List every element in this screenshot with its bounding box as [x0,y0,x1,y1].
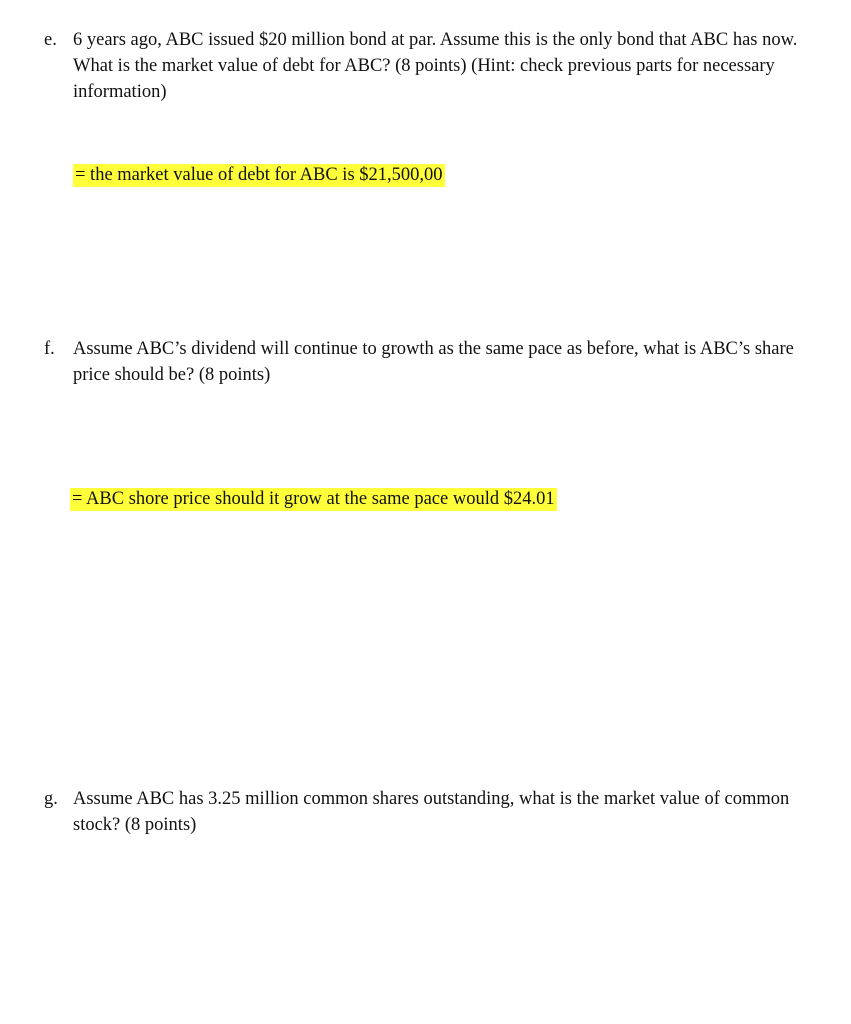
answer-e [73,163,445,187]
question-e [44,27,804,105]
question-e-letter: e. [44,30,57,50]
answer-f-highlight: = ABC shore price should it grow at the same pace would $24.01 [72,489,555,509]
question-g-text: Assume ABC has 3.25 million common shares outstanding, what is the market value of common stock? (8 points) [73,789,790,835]
question-g-letter: g. [44,789,58,809]
answer-e-highlight: = the market value of debt for ABC is $21,500,00 [75,165,443,185]
question-f-text: Assume ABC’s dividend will continue to growth as the same pace as before, what is ABC’s share price should be? (8 points) [73,339,794,385]
answer-f [70,487,557,511]
question-g [44,786,804,838]
question-e-text: 6 years ago, ABC issued $20 million bond at par. Assume this is the only bond that ABC has now. What is the market value of debt for ABC? (8 points) (Hint: check previous parts for necessary information) [73,30,798,102]
question-f-letter: f. [44,339,55,359]
question-f [44,336,804,388]
